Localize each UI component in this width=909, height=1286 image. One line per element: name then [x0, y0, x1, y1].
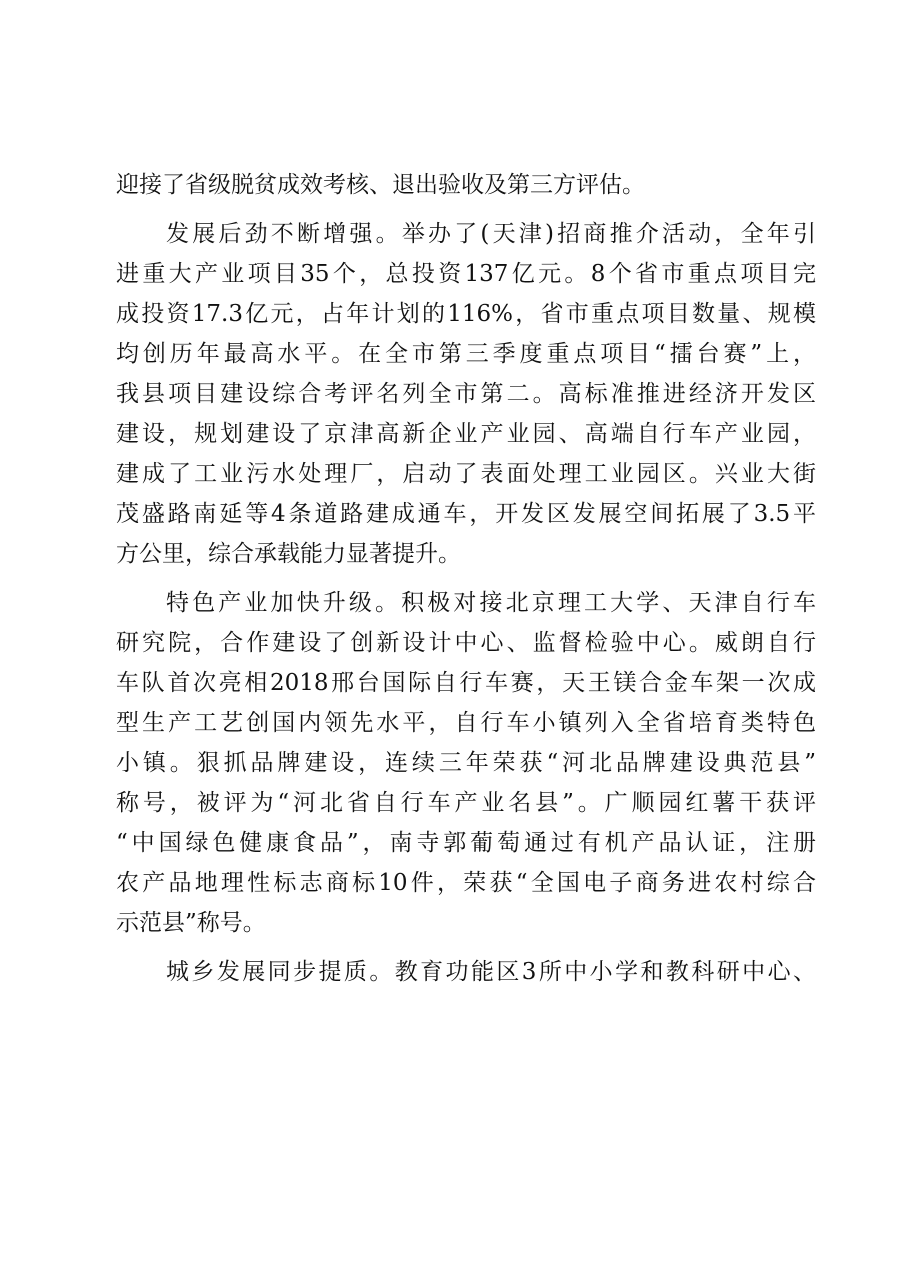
text-line: 示范县”称号。 — [116, 910, 266, 936]
text-line: 茂盛路南延等4条道路建成通车，开发区发展空间拓展了3.5平 — [116, 501, 816, 527]
paragraph — [116, 165, 816, 205]
text-line: 称号，被评为“河北省自行车产业名县”。广顺园红薯干获评 — [116, 790, 816, 816]
text-line: 发展后劲不断增强。举办了(天津)招商推介活动，全年引 — [166, 221, 816, 247]
text-line: 车队首次亮相2018邢台国际自行车赛，天王镁合金车架一次成 — [116, 670, 816, 696]
paragraph — [116, 583, 816, 943]
paragraph — [116, 952, 816, 992]
text-line: 城乡发展同步提质。教育功能区3所中小学和教科研中心、 — [166, 959, 816, 985]
text-line: “中国绿色健康食品”，南寺郭葡萄通过有机产品认证，注册 — [116, 830, 816, 856]
text-line: 建成了工业污水处理厂，启动了表面处理工业园区。兴业大街 — [116, 461, 816, 487]
text-line: 研究院，合作建设了创新设计中心、监督检验中心。威朗自行 — [116, 630, 816, 656]
text-line: 型生产工艺创国内领先水平，自行车小镇列入全省培育类特色 — [116, 710, 816, 736]
text-line: 均创历年最高水平。在全市第三季度重点项目“擂台赛”上， — [116, 341, 816, 367]
text-line: 进重大产业项目35个，总投资137亿元。8个省市重点项目完 — [116, 261, 816, 287]
paragraph — [116, 214, 816, 574]
text-line: 我县项目建设综合考评名列全市第二。高标准推进经济开发区 — [116, 381, 816, 407]
text-line: 特色产业加快升级。积极对接北京理工大学、天津自行车 — [166, 590, 816, 616]
text-line: 成投资17.3亿元，占年计划的116%，省市重点项目数量、规模 — [116, 301, 816, 327]
text-line: 迎接了省级脱贫成效考核、退出验收及第三方评估。 — [116, 172, 645, 198]
text-line: 建设，规划建设了京津高新企业产业园、高端自行车产业园， — [116, 421, 816, 447]
document-body — [116, 165, 816, 992]
text-line: 小镇。狠抓品牌建设，连续三年荣获“河北品牌建设典范县” — [116, 750, 816, 776]
text-line: 方公里，综合承载能力显著提升。 — [116, 541, 461, 567]
text-line: 农产品地理性标志商标10件，荣获“全国电子商务进农村综合 — [116, 870, 816, 896]
